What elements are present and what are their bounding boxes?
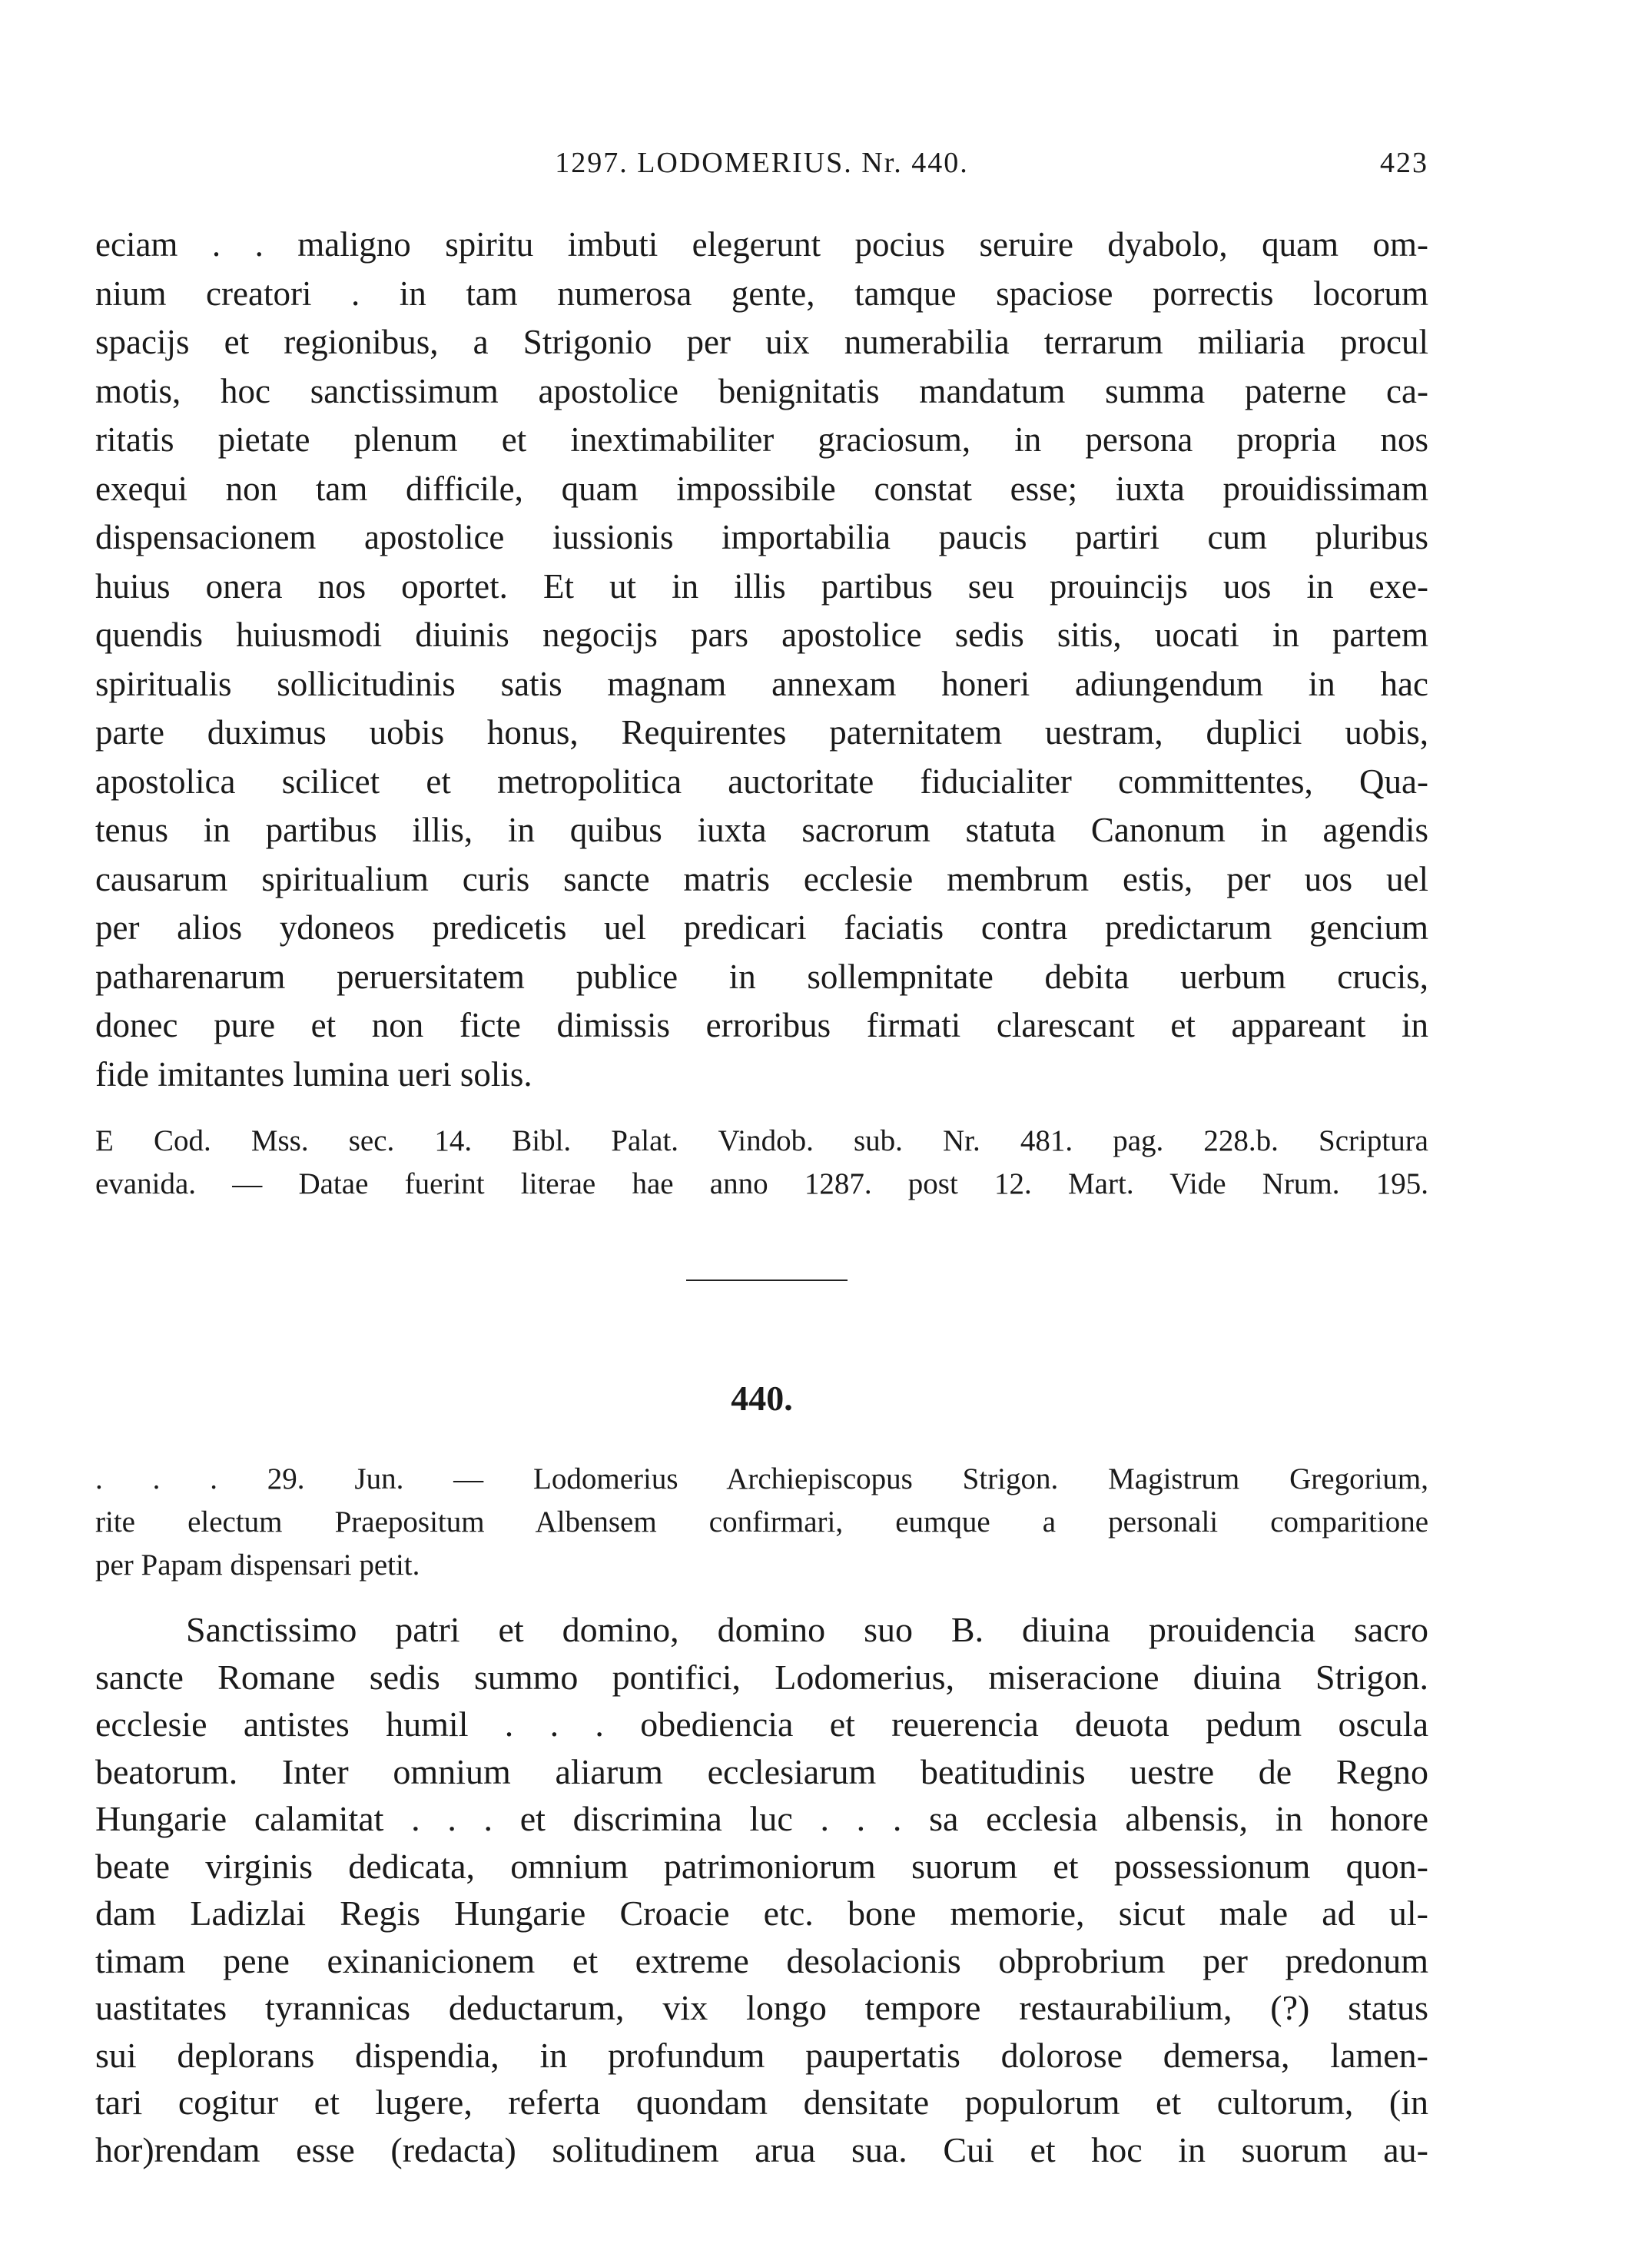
source-note-line: evanida. — Datae fuerint literae hae anno 1287. post 12. Mart. Vide Nrum. 195. bbox=[95, 1167, 1428, 1200]
source-note-line: E Cod. Mss. sec. 14. Bibl. Palat. Vindob. sub. Nr. 481. pag. 228.b. Scriptura bbox=[95, 1124, 1428, 1157]
section-divider bbox=[686, 1280, 848, 1281]
letter-text-line: beatorum. Inter omnium aliarum ecclesiarum beatitudinis uestre de Regno bbox=[95, 1751, 1428, 1791]
page-number: 423 bbox=[1380, 147, 1428, 179]
main-text-line: per alios ydoneos predicetis uel predicari faciatis contra predictarum gencium bbox=[95, 908, 1428, 947]
letter-text-line: beate virginis dedicata, omnium patrimoniorum suorum et possessionum quon- bbox=[95, 1846, 1428, 1886]
letter-text-line: sancte Romane sedis summo pontifici, Lodomerius, miseracione diuina Strigon. bbox=[95, 1657, 1428, 1697]
letter-text-line: tari cogitur et lugere, referta quondam densitate populorum et cultorum, (in bbox=[95, 2083, 1428, 2122]
main-text-line: huius onera nos oportet. Et ut in illis partibus seu prouincijs uos in exe- bbox=[95, 566, 1428, 606]
letter-text-line: Hungarie calamitat . . . et discrimina luc . . . sa ecclesia albensis, in honore bbox=[95, 1799, 1428, 1838]
letter-text bbox=[95, 1606, 1428, 2173]
main-text-line: parte duximus uobis honus, Requirentes paternitatem uestram, duplici uobis, bbox=[95, 713, 1428, 752]
main-text-line: spacijs et regionibus, a Strigonio per uix numerabilia terrarum miliaria procul bbox=[95, 323, 1428, 361]
main-text-line: causarum spiritualium curis sancte matris ecclesie membrum estis, per uos uel bbox=[95, 859, 1428, 898]
letter-text-line: Sanctissimo patri et domino, domino suo B. diuina prouidencia sacro bbox=[186, 1610, 1428, 1649]
main-text-line: nium creatori . in tam numerosa gente, tamque spaciose porrectis locorum bbox=[95, 274, 1428, 313]
letter-text-line: dam Ladizlai Regis Hungarie Croacie etc. bone memorie, sicut male ad ul- bbox=[95, 1894, 1428, 1933]
letter-text-line: uastitates tyrannicas deductarum, vix longo tempore restaurabilium, (?) status bbox=[95, 1988, 1428, 2027]
letter-text-line: sui deplorans dispendia, in profundum paupertatis dolorose demersa, lamen- bbox=[95, 2035, 1428, 2075]
main-text-line: ritatis pietate plenum et inextimabiliter graciosum, in persona propria nos bbox=[95, 420, 1428, 459]
main-text-line: apostolica scilicet et metropolitica auctoritate fiducialiter committentes, Qua- bbox=[95, 762, 1428, 801]
regest-line: rite electum Praepositum Albensem confirmari, eumque a personali comparitione bbox=[95, 1505, 1428, 1538]
letter-text-line: hor)rendam esse (redacta) solitudinem arua sua. Cui et hoc in suorum au- bbox=[95, 2129, 1428, 2169]
running-head-title: 1297. LODOMERIUS. Nr. 440. bbox=[555, 147, 969, 179]
running-head bbox=[95, 146, 1428, 192]
main-text-line: tenus in partibus illis, in quibus iuxta sacrorum statuta Canonum in agendis bbox=[95, 811, 1428, 849]
main-text-line: patharenarum peruersitatem publice in sollempnitate debita uerbum crucis, bbox=[95, 957, 1428, 996]
letter-text-line: ecclesie antistes humil . . . obediencia et reuerencia deuota pedum oscula bbox=[95, 1704, 1428, 1744]
main-text-line: dispensacionem apostolice iussionis importabilia paucis partiri cum pluribus bbox=[95, 518, 1428, 556]
letter-text-line: timam pene exinanicionem et extreme desolacionis obprobrium per predonum bbox=[95, 1940, 1428, 1980]
regest-line: . . . 29. Jun. — Lodomerius Archiepiscopus Strigon. Magistrum Gregorium, bbox=[95, 1462, 1428, 1495]
regest-line: per Papam dispensari petit. bbox=[95, 1548, 420, 1582]
main-text-line: exequi non tam difficile, quam impossibile constat esse; iuxta prouidissimam bbox=[95, 469, 1428, 508]
document-number: 440. bbox=[731, 1379, 793, 1418]
main-text-line: spiritualis sollicitudinis satis magnam annexam honeri adiungendum in hac bbox=[95, 664, 1428, 703]
main-text-line: quendis huiusmodi diuinis negocijs pars apostolice sedis sitis, uocati in partem bbox=[95, 616, 1428, 654]
main-text bbox=[95, 221, 1428, 1099]
main-text-line: eciam . . maligno spiritu imbuti elegerunt pocius seruire dyabolo, quam om- bbox=[95, 225, 1428, 264]
main-text-line: fide imitantes lumina ueri solis. bbox=[95, 1054, 532, 1094]
regest bbox=[95, 1458, 1428, 1587]
source-note bbox=[95, 1120, 1428, 1206]
main-text-line: motis, hoc sanctissimum apostolice benignitatis mandatum summa paterne ca- bbox=[95, 371, 1428, 410]
main-text-line: donec pure et non ficte dimissis erroribus firmati clarescant et appareant in bbox=[95, 1006, 1428, 1044]
